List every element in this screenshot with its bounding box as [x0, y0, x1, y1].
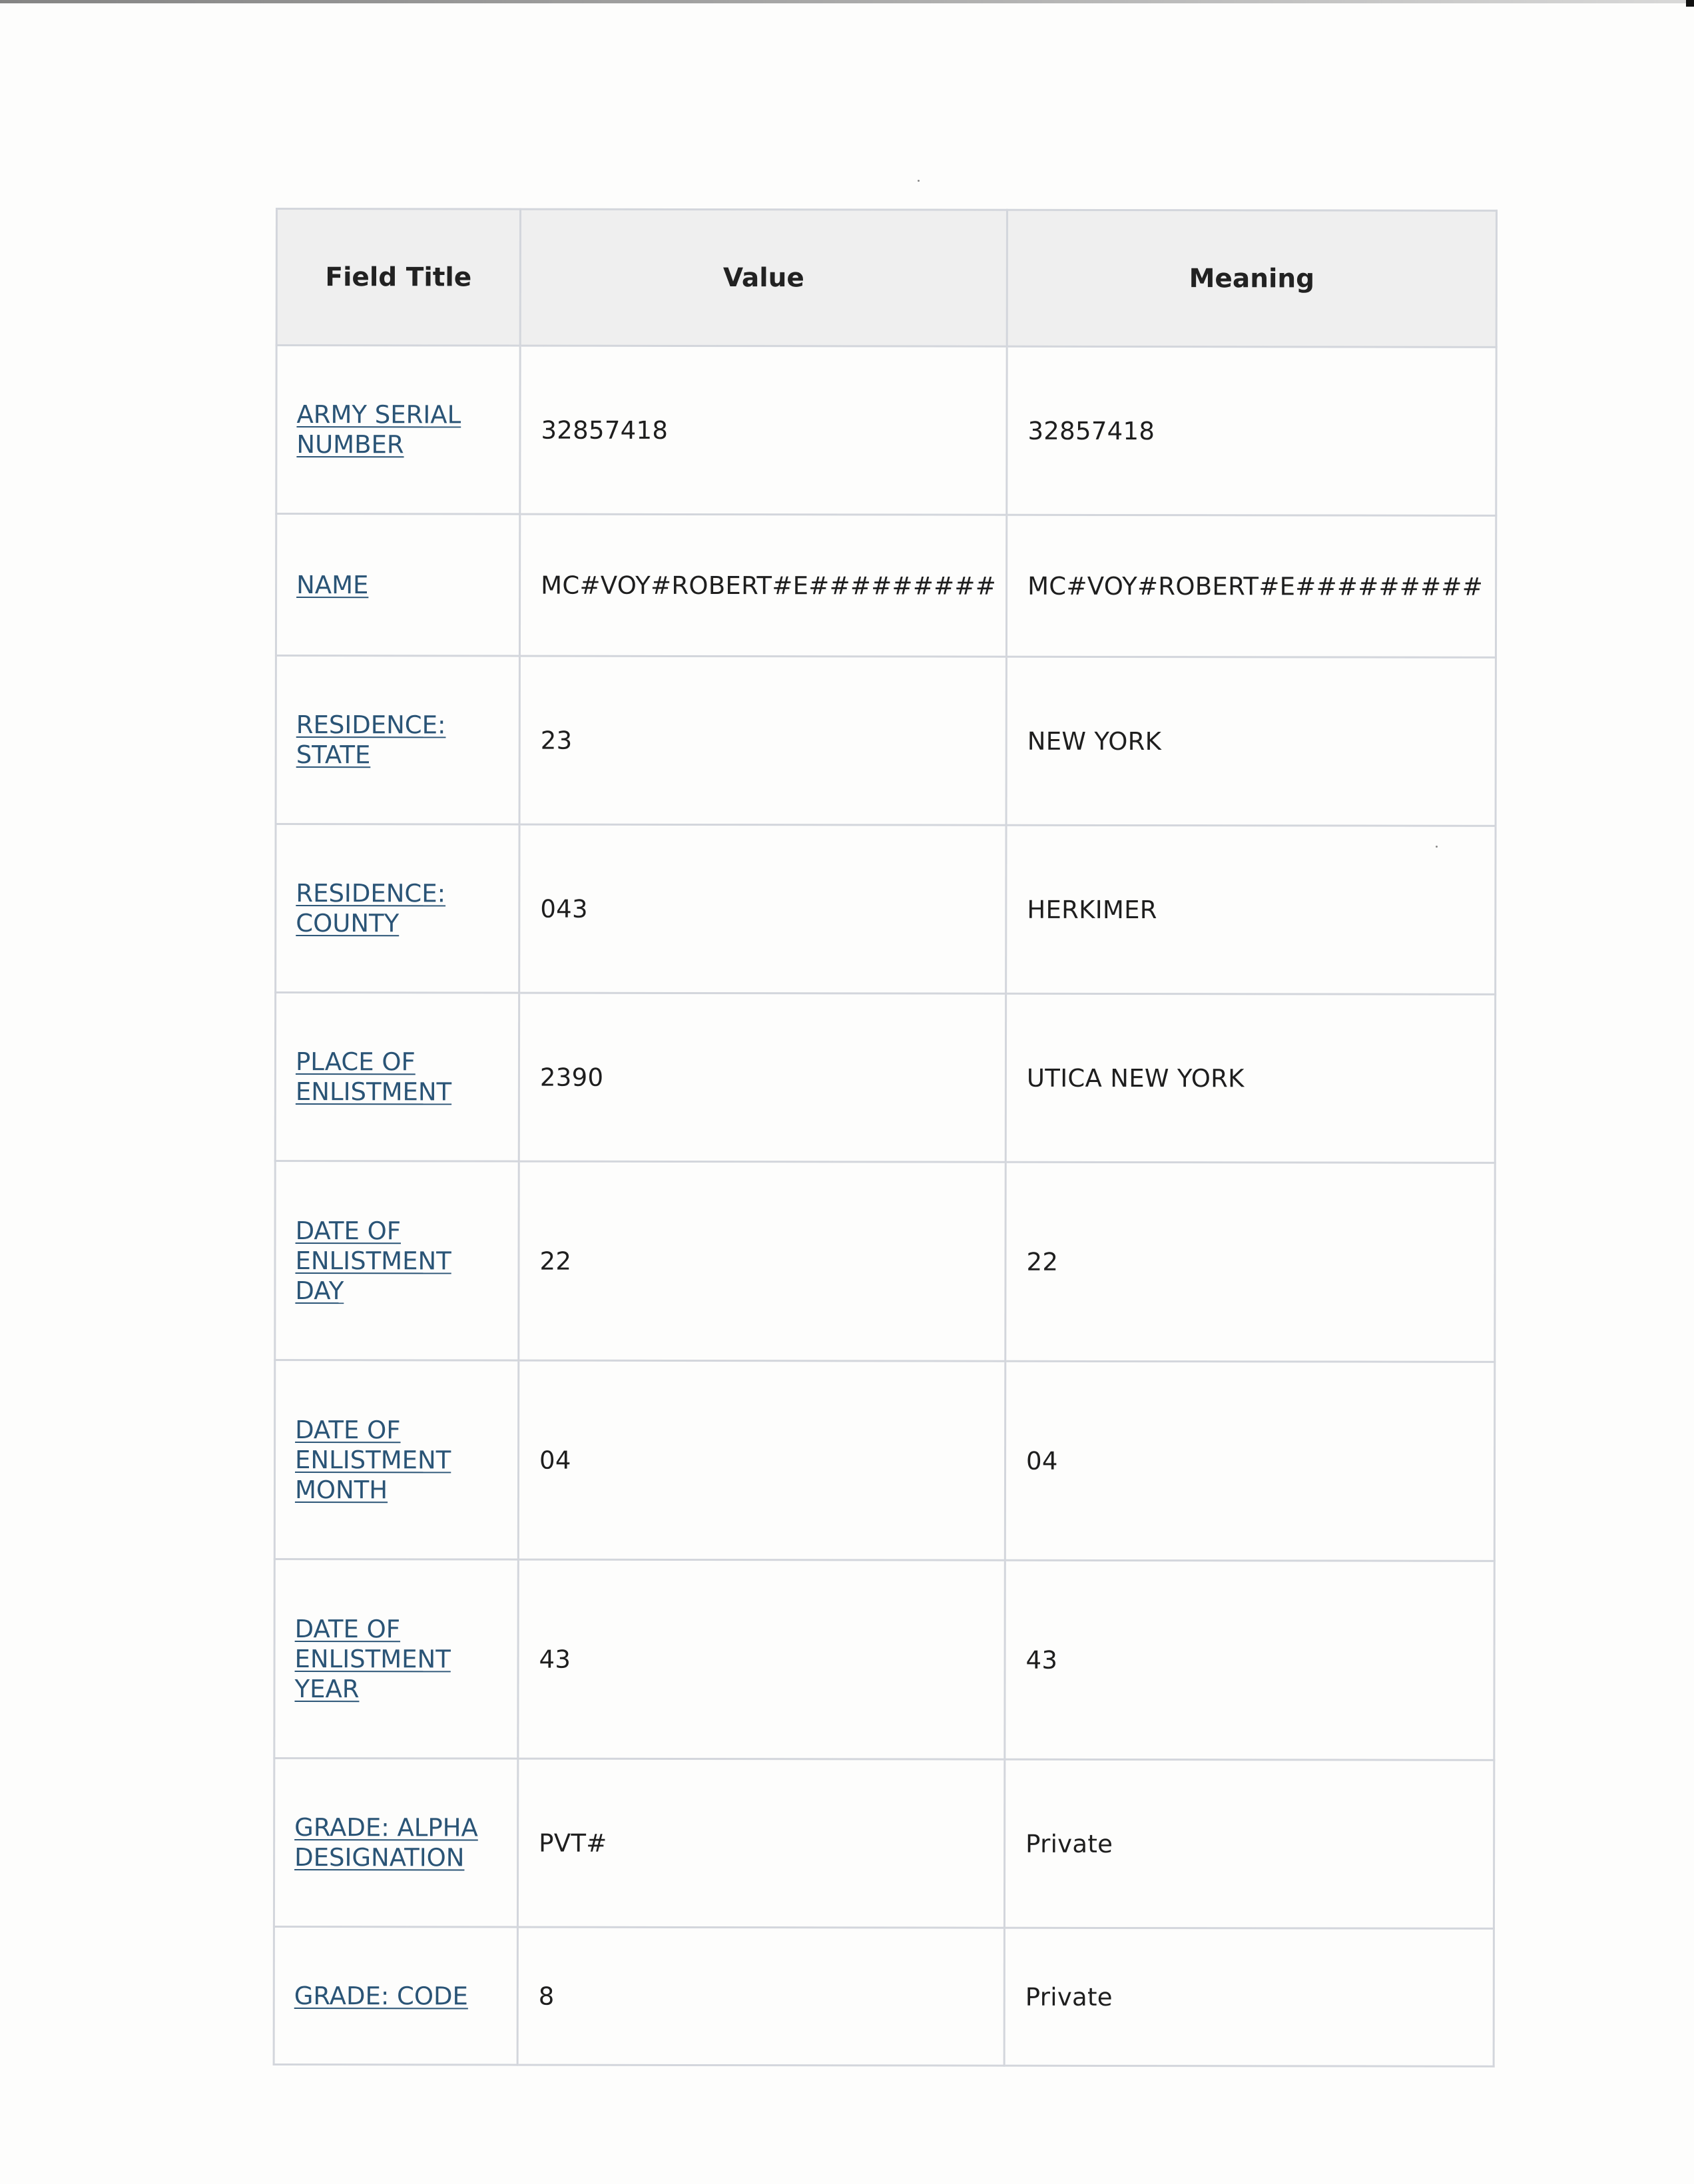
field-link-date-of-enlistment-month[interactable]: DATE OF ENLISTMENT MONTH	[294, 1415, 451, 1504]
table-row	[276, 346, 1496, 516]
meaning-cell: MC#VOY#ROBERT#E#########	[1027, 571, 1484, 601]
meaning-header: Meaning	[1007, 210, 1496, 347]
value-cell: 43	[539, 1645, 571, 1674]
field-link-date-of-enlistment-year[interactable]: DATE OF ENLISTMENT YEAR	[294, 1614, 451, 1703]
meaning-cell: 43	[1025, 1645, 1058, 1675]
value-cell: 8	[538, 1982, 555, 2011]
enlistment-record-table	[273, 208, 1498, 2067]
value-cell: MC#VOY#ROBERT#E#########	[541, 571, 997, 601]
field-link-residence-county[interactable]: RESIDENCE: COUNTY	[296, 879, 446, 938]
value-cell: PVT#	[539, 1828, 607, 1858]
meaning-cell: HERKIMER	[1027, 895, 1157, 924]
field-link-name[interactable]: NAME	[296, 570, 369, 599]
scan-corner-mark	[1686, 0, 1694, 7]
table-row	[276, 514, 1496, 658]
value-cell: 2390	[539, 1063, 604, 1092]
value-cell: 043	[540, 894, 588, 924]
value-cell: 04	[539, 1446, 571, 1475]
value-header: Value	[520, 209, 1007, 346]
field-link-place-of-enlistment[interactable]: PLACE OF ENLISTMENT	[295, 1047, 452, 1107]
header-row	[276, 209, 1496, 348]
table-row	[274, 1559, 1494, 1760]
field-title-header: Field Title	[276, 209, 520, 346]
value-cell: 22	[539, 1246, 572, 1276]
value-cell: 32857418	[541, 415, 669, 445]
meaning-cell: Private	[1025, 1982, 1113, 2012]
meaning-cell: UTICA NEW YORK	[1026, 1063, 1245, 1093]
field-link-residence-state[interactable]: RESIDENCE: STATE	[296, 710, 446, 770]
table-row	[274, 1758, 1494, 1928]
table-row	[275, 993, 1495, 1163]
table-row	[276, 824, 1496, 995]
field-link-army-serial-number[interactable]: ARMY SERIAL NUMBER	[296, 400, 461, 459]
field-link-grade-code[interactable]: GRADE: CODE	[294, 1981, 468, 2010]
table-row	[275, 1161, 1495, 1362]
table-row	[274, 1360, 1494, 1561]
scan-top-edge	[0, 0, 1694, 3]
field-link-grade-alpha-designation[interactable]: GRADE: ALPHA DESIGNATION	[294, 1813, 478, 1872]
meaning-cell: NEW YORK	[1027, 726, 1162, 756]
scan-speck	[918, 180, 920, 182]
meaning-cell: Private	[1025, 1829, 1113, 1858]
meaning-cell: 32857418	[1027, 416, 1155, 445]
meaning-cell: 22	[1026, 1247, 1059, 1276]
table-row	[274, 1926, 1494, 2066]
meaning-cell: 04	[1026, 1446, 1058, 1476]
value-cell: 23	[540, 726, 573, 755]
field-link-date-of-enlistment-day[interactable]: DATE OF ENLISTMENT DAY	[295, 1216, 451, 1305]
table-row	[276, 656, 1496, 826]
